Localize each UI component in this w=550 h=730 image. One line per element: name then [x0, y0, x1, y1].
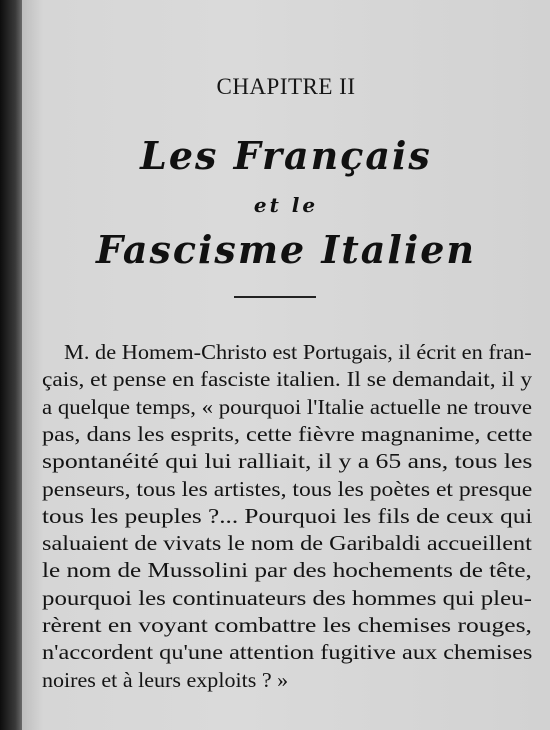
text-line: tous les peuples ?... Pourquoi les fils de ceux qui — [42, 503, 533, 528]
text-line: noires et à leurs exploits ? » — [42, 667, 289, 692]
text-line: saluaient de vivats le nom de Garibaldi accueillent — [42, 531, 532, 556]
chapter-title-line-2: et le — [253, 193, 319, 217]
book-gutter-shadow — [0, 0, 22, 730]
text-line: le nom de Mussolini par des hochements de tête, — [42, 558, 532, 583]
text-line: pas, dans les esprits, cette fièvre magnanime, cette — [42, 421, 533, 446]
chapter-number: CHAPITRE II — [216, 74, 356, 99]
text-line: penseurs, tous les artistes, tous les poètes et presque — [42, 476, 533, 501]
text-line: çais, et pense en fasciste italien. Il se demandait, il y — [42, 367, 533, 392]
text-line: spontanéité qui lui ralliait, il y a 65 ans, tous les — [42, 449, 533, 474]
title-divider-rule — [234, 296, 316, 298]
text-line: n'accordent qu'une attention fugitive aux chemises — [42, 640, 533, 665]
text-line: a quelque temps, « pourquoi l'Italie actuelle ne trouve — [42, 394, 533, 419]
text-line: pourquoi les continuateurs des hommes qui pleu- — [42, 585, 532, 610]
text-line: M. de Homem-Christo est Portugais, il écrit en fran- — [64, 340, 532, 364]
book-page — [22, 0, 550, 730]
chapter-title-line-1: Les Français — [140, 133, 432, 178]
text-line: rèrent en voyant combattre les chemises rouges, — [42, 613, 532, 637]
chapter-title-line-3: Fascisme Italien — [95, 227, 477, 272]
